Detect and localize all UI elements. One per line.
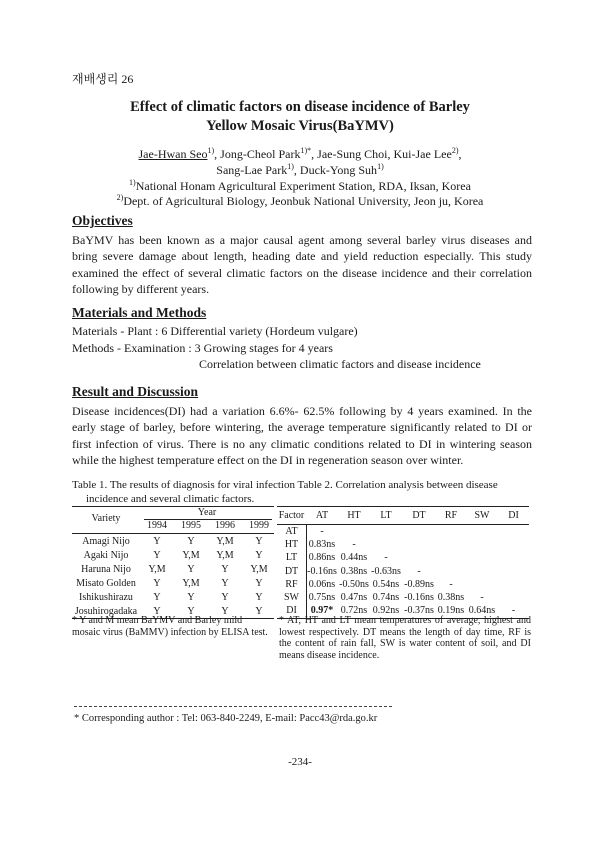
factor-header: DI <box>508 510 519 521</box>
factor-header: Factor <box>278 510 305 521</box>
infection-cell: Y <box>255 550 263 561</box>
variety-cell: Agaki Nijo <box>83 550 129 561</box>
infection-cell: Y,M <box>216 536 234 547</box>
correlation-cell: 0.44ns <box>340 552 368 564</box>
correlation-cell: -0.16ns <box>404 592 434 603</box>
infection-cell: Y <box>153 536 161 547</box>
correlation-cell: - <box>384 552 388 564</box>
variety-cell: Amagi Nijo <box>82 536 130 547</box>
factor-row-label: HT <box>284 539 299 551</box>
correlation-cell: - <box>449 578 453 590</box>
infection-cell: Y,M <box>182 550 200 561</box>
factor-header: RF <box>444 510 458 521</box>
infection-cell: Y <box>153 550 161 561</box>
table-rule <box>277 506 529 507</box>
table-caption-cont: incidence and several climatic factors. <box>86 493 255 505</box>
infection-cell: Y <box>221 578 229 589</box>
factor-row-label: SW <box>284 592 299 603</box>
table-caption: Table 1. The results of diagnosis for viral infection Table 2. Correlation analysis between disease <box>72 479 498 491</box>
table-1-footnote: * Y and M mean BaYMV and Barley mild mosaic virus (BaMMV) infection by ELISA test. <box>72 615 268 638</box>
factor-row-label: LT <box>285 552 298 564</box>
results-paragraph: Disease incidences(DI) had a variation 6.6%- 62.5% following by 4 years examined. In the early stage of barley, before wintering, the average temperature significantly related to DI or first infection of virus. There is no any climatic conditions related to DI in wintering season while the highest temperature effect on the DI in regeneration season over winter. <box>72 404 532 468</box>
correlation-cell: -0.37ns <box>404 605 434 617</box>
factor-row-label: AT <box>285 526 298 537</box>
correlation-cell: -0.63ns <box>371 565 401 577</box>
factor-header: HT <box>347 510 361 521</box>
corresponding-author: * Corresponding author : Tel: 063-840-2249, E-mail: Pacc43@rda.go.kr <box>74 713 378 724</box>
correlation-cell: 0.19ns <box>437 605 465 617</box>
factor-header: DT <box>412 510 426 521</box>
infection-cell: Y <box>153 606 161 617</box>
variety-cell: Ishikushirazu <box>79 592 133 603</box>
correlation-cell: 0.74ns <box>372 592 400 603</box>
infection-cell: Y <box>255 578 263 589</box>
infection-cell: Y <box>153 592 161 603</box>
variety-cell: Haruna Nijo <box>81 564 131 575</box>
infection-cell: Y <box>187 606 195 617</box>
year-1996: 1996 <box>215 520 235 531</box>
correlation-cell: -0.89ns <box>404 578 434 590</box>
infection-cell: Y,M <box>250 564 268 575</box>
year-1994: 1994 <box>147 520 167 531</box>
infection-cell: Y,M <box>148 564 166 575</box>
table-rule <box>277 524 529 525</box>
correlation-cell: - <box>417 565 421 577</box>
correlation-cell: -0.50ns <box>339 578 369 590</box>
factor-row-label: RF <box>285 578 298 590</box>
correlation-cell: 0.86ns <box>308 552 336 564</box>
correlation-cell: 0.72ns <box>340 605 368 617</box>
methods-line: Methods - Examination : 3 Growing stages for 4 years <box>72 341 333 355</box>
infection-cell: Y <box>255 536 263 547</box>
affiliation-2: $^{2)}$Dept. of Agricultural Biology, Jeonbuk National University, Jeon ju, Korea <box>116 193 484 208</box>
page-number: -234- <box>288 756 312 768</box>
correlation-cell: - <box>352 539 356 551</box>
footnote-divider <box>74 706 392 707</box>
factor-row-label: DI <box>286 605 297 617</box>
year-1999: 1999 <box>249 520 269 531</box>
correlation-cell: 0.47ns <box>340 592 368 603</box>
correlation-cell: 0.83ns <box>308 539 336 551</box>
infection-cell: Y <box>187 564 195 575</box>
author-list-line-2: Sang-Lae Park$^{1)}$, Duck-Yong Suh$^{1)}$ <box>216 162 384 177</box>
correlation-cell: 0.38ns <box>340 565 368 577</box>
correlation-cell: 0.54ns <box>372 578 400 590</box>
year-1995: 1995 <box>181 520 201 531</box>
factor-row-label: DT <box>284 565 299 577</box>
infection-cell: Y <box>221 606 229 617</box>
author-name: Jae-Hwan Seo <box>138 147 208 161</box>
materials-line: Materials - Plant : 6 Differential variety (Hordeum vulgare) <box>72 324 358 338</box>
results-heading: Result and Discussion <box>72 384 199 399</box>
correlation-cell: 0.06ns <box>308 578 336 590</box>
factor-header: LT <box>380 510 392 521</box>
table-2-footnote: * AT, HT and LT mean temperatures of average, highest and lowest respectively. DT means the length of day time, RF is the content of rain fall, SW is water content of soil, and DI means disease incidence. <box>279 615 531 661</box>
session-tag: 재배생리 26 <box>72 72 134 86</box>
correlation-cell: 0.64ns <box>468 605 496 617</box>
infection-cell: Y,M <box>182 578 200 589</box>
objectives-paragraph: BaYMV has been known as a major causal agent among several barley virus diseases and bring severe damage about length, heading date and yield reduction especially. This study examined the effect of several climatic factors on the disease incidence and their correlation following by different years. <box>72 233 532 297</box>
infection-cell: Y <box>153 578 161 589</box>
paper-title-line-1: Effect of climatic factors on disease incidence of Barley <box>130 99 470 115</box>
affiliation-1: $^{1)}$National Honam Agricultural Experiment Station, RDA, Iksan, Korea <box>129 178 471 193</box>
variety-header: Variety <box>91 513 121 524</box>
correlation-cell: - <box>511 605 516 617</box>
infection-cell: Y <box>255 606 263 617</box>
infection-cell: Y <box>187 536 195 547</box>
correlation-cell: 0.92ns <box>372 605 400 617</box>
infection-cell: Y <box>255 592 263 603</box>
objectives-heading: Objectives <box>72 213 133 228</box>
infection-cell: Y,M <box>216 550 234 561</box>
correlation-cell: 0.75ns <box>308 592 336 603</box>
correlation-cell: - <box>320 526 324 537</box>
year-header: Year <box>197 507 217 518</box>
paper-title-line-2: Yellow Mosaic Virus(BaYMV) <box>206 118 394 134</box>
table-rule <box>72 533 274 534</box>
author-list-line-1: Jae-Hwan Seo$^{1)}$, Jong-Cheol Park$^{1)*}$, Jae-Sung Choi, Kui-Jae Lee$^{2)}$, <box>138 146 462 161</box>
variety-cell: Misato Golden <box>76 578 136 589</box>
factor-header: AT <box>315 510 329 521</box>
methods-line-2: Correlation between climatic factors and disease incidence <box>199 357 481 371</box>
infection-cell: Y <box>221 592 229 603</box>
correlation-cell: 0.97* <box>310 605 334 617</box>
infection-cell: Y <box>187 592 195 603</box>
correlation-cell: -0.16ns <box>307 565 337 577</box>
variety-cell: Josuhirogadaka <box>74 606 138 617</box>
methods-heading: Materials and Methods <box>72 305 207 320</box>
correlation-cell: 0.38ns <box>437 592 465 603</box>
factor-header: SW <box>474 510 490 521</box>
correlation-cell: - <box>480 592 484 603</box>
infection-cell: Y <box>221 564 229 575</box>
